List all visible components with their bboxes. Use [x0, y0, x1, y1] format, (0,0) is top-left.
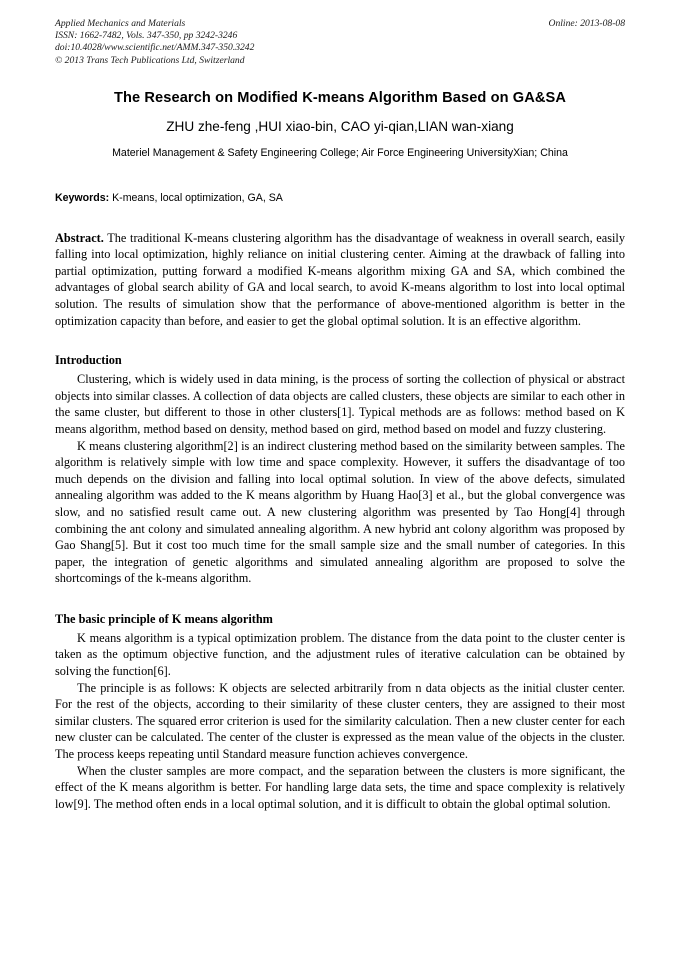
issn-line: ISSN: 1662-7482, Vols. 347-350, pp 3242-3246	[55, 30, 238, 42]
journal-name: Applied Mechanics and Materials	[55, 18, 186, 29]
running-head	[55, 18, 625, 67]
keywords-line	[55, 191, 625, 206]
paragraph: K means algorithm is a typical optimization problem. The distance from the data point to the cluster center is taken as the optimum objective function, and the adjustment rules of iterative calculation can be obtained by solving the function[6].	[55, 630, 625, 679]
section-heading: Introduction	[55, 353, 122, 368]
running-head-top-row	[55, 18, 625, 30]
paragraph: Clustering, which is widely used in data mining, is the process of sorting the collection of physical or abstract objects into similar classes. A collection of data objects are called clusters, these objects are similar to each other in the same cluster, but different to those in other clusters[1]. Typical methods are as follows: method based on K means algorithm, method based on density, method based on gird, method based on model and fuzzy clustering.	[55, 372, 625, 436]
copyright-line: © 2013 Trans Tech Publications Ltd, Switzerland	[55, 54, 245, 66]
keywords-label: Keywords:	[55, 191, 110, 204]
author-list: ZHU zhe-feng ,HUI xiao-bin, CAO yi-qian,LIAN wan-xiang	[166, 118, 514, 134]
paragraph: When the cluster samples are more compact, and the separation between the clusters is more significant, the effect of the K means algorithm is better. For handling large data sets, the time and space complexity is relatively low[9]. The method often ends in a local optimal solution, and it is difficult to obtain the global optimal solution.	[55, 763, 625, 811]
paragraph: The principle is as follows: K objects are selected arbitrarily from n data objects as the initial cluster center. For the rest of the objects, according to their similarity of these cluster centers, they are assigned to their most similar clusters. The squared error criterion is used for the similarity calculation. Then a new cluster center for each new cluster can be calculated. The center of the cluster is expressed as the mean value of the objects in the cluster. The process keeps repeating until Standard measure function achieves convergence.	[55, 680, 625, 762]
abstract-text: The traditional K-means clustering algorithm has the disadvantage of weakness in overall search, easily falling into local optimization, highly reliance on initial clustering center. Aiming at the drawback of falling into partial optimization, putting forward a modified K-means algorithm mixing GA and SA, which combined the advantages of global search ability of GA and local search, to avoid K-means algorithm to lost into local optimal solution. The results of simulation show that the performance of above-mentioned algorithm is better in the optimization capacity than before, and easier to get the global optimal solution. It is an effective algorithm.	[55, 230, 625, 328]
online-date: Online: 2013-08-08	[548, 18, 625, 29]
paragraph: K means clustering algorithm[2] is an indirect clustering method based on the similarity between samples. The algorithm is relatively simple with low time and space complexity. However, it suffers the disadvantage of too much depends on the division and falling into local optimal solution. In view of the above defects, simulated annealing algorithm was added to the K means algorithm by Huang Hao[3] et al., but the global convergence was slow, and no satisfied result came out. A new clustering algorithm was presented by Tao Hong[4] through combining the ant colony and simulated annealing algorithm. A new hybrid ant colony algorithm was proposed by Gao Shang[5]. But it cost too much time for the small sample size and the small number of categories. In this paper, the integration of genetic algorithms and simulated annealing algorithm are proposed to solve the shortcomings of the k-means algorithm.	[55, 438, 625, 586]
section-introduction	[55, 352, 625, 587]
abstract-label: Abstract.	[55, 230, 104, 245]
section-basic-principle	[55, 611, 625, 813]
doi-line: doi:10.4028/www.scientific.net/AMM.347-350.3242	[55, 42, 255, 54]
affiliation: Materiel Management & Safety Engineering College; Air Force Engineering UniversityXian; China	[112, 146, 568, 159]
keywords-value: K-means, local optimization, GA, SA	[109, 191, 283, 204]
abstract-block	[55, 230, 625, 330]
paper-title: The Research on Modified K-means Algorithm Based on GA&SA	[114, 89, 566, 106]
section-heading: The basic principle of K means algorithm	[55, 611, 273, 626]
